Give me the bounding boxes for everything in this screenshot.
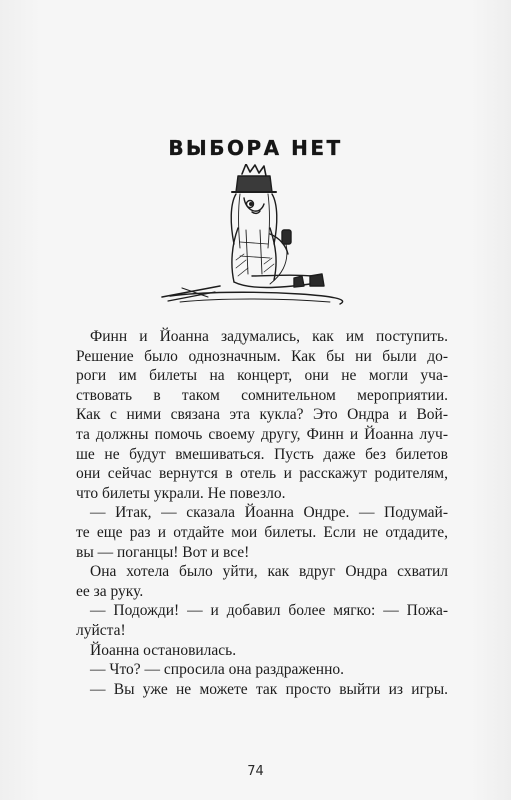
text-line: что билеты украли. Не повезло. bbox=[76, 484, 286, 502]
text-line: Как с ними связана эта кукла? Это Ондра и Вой- bbox=[76, 406, 448, 424]
text-line: они сейчас вернутся в отель и расскажут родителям, bbox=[76, 465, 448, 483]
text-line: ее за руку. bbox=[76, 582, 144, 600]
chapter-title: ВЫБОРА НЕТ bbox=[168, 136, 343, 160]
text-line: те еще раз и отдайте мои билеты. Если не отдадите, bbox=[76, 523, 448, 541]
text-line: — Вы уже не можете так просто выйти из игры. bbox=[90, 680, 448, 698]
text-line: вы — поганцы! Вот и все! bbox=[76, 543, 250, 561]
text-line: — Итак, — сказала Йоанна Ондре. — Подумай- bbox=[90, 504, 448, 522]
text-line: — Что? — спросила она раздраженно. bbox=[90, 661, 345, 679]
text-line: ше не будут вмешиваться. Пусть даже без билетов bbox=[76, 445, 448, 463]
body-text bbox=[76, 327, 448, 699]
text-line: роги им билеты на концерт, они не могли уча- bbox=[76, 367, 448, 385]
text-line: Йоанна остановилась. bbox=[90, 641, 237, 659]
text-line: луйста! bbox=[76, 621, 126, 639]
text-line: ствовать в таком сомнительном мероприятии. bbox=[76, 386, 448, 404]
text-line: Финн и Йоанна задумались, как им поступить. bbox=[90, 328, 448, 345]
text-line: Она хотела было уйти, как вдруг Ондра схватил bbox=[90, 563, 448, 581]
text-line: — Подожди! — и добавил более мягко: — Пожа- bbox=[90, 602, 448, 620]
text-line: та должны помочь своему другу, Финн и Йоанна луч- bbox=[76, 425, 448, 443]
page-number: 74 bbox=[247, 764, 264, 779]
text-line: Решение было однозначным. Как бы ни были до- bbox=[76, 347, 448, 365]
doll-illustration bbox=[160, 164, 360, 314]
